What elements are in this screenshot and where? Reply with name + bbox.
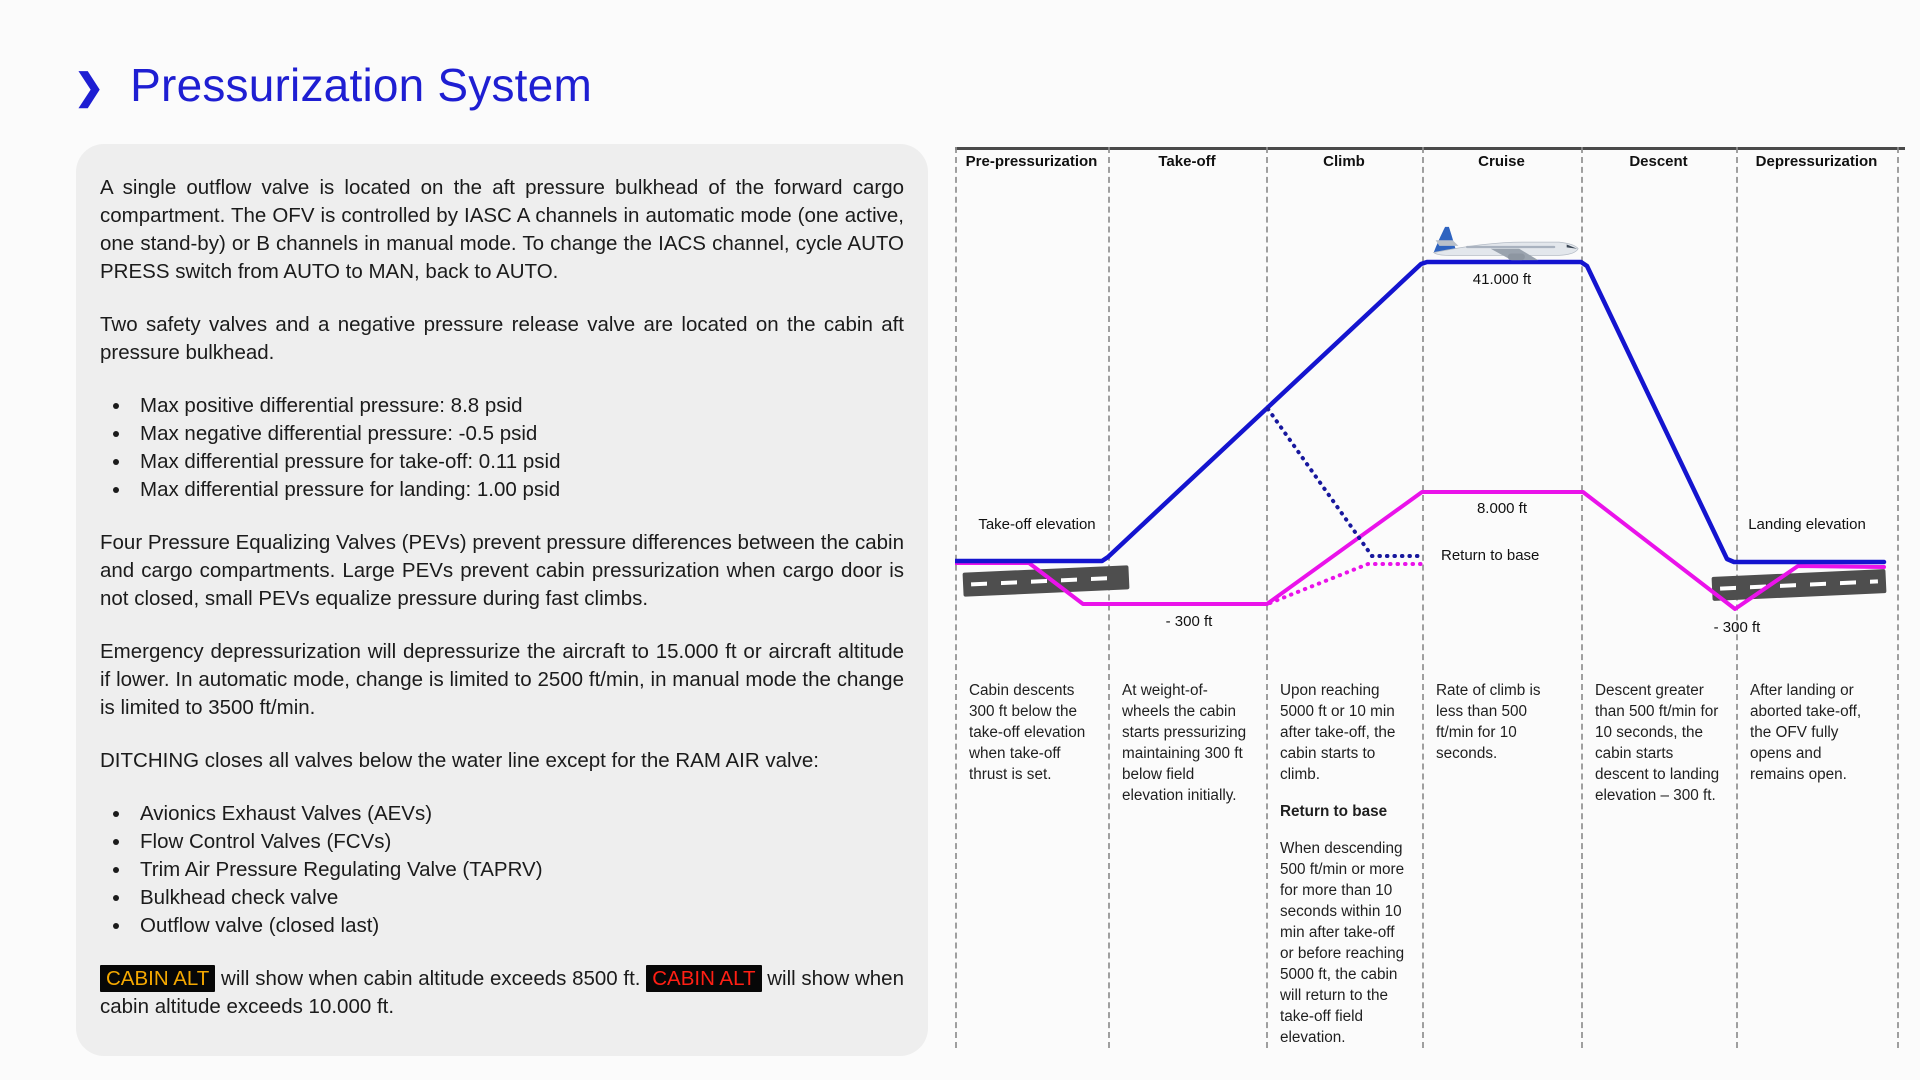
- phase-desc-text: At weight-of-wheels the cabin starts pressurizing maintaining 300 ft below field elevation initially.: [1122, 682, 1247, 804]
- phase-label-cruise: Cruise: [1478, 153, 1525, 170]
- altitude-curves: [955, 140, 1905, 1055]
- cabin-alt-red-badge: CABIN ALT: [646, 965, 761, 992]
- paragraph-ditching: DITCHING closes all valves below the water line except for the RAM AIR valve:: [100, 749, 819, 772]
- list-item: • Bulkhead check valve: [132, 884, 904, 912]
- phase-desc-text: After landing or aborted take-off, the OFV fully opens and remains open.: [1750, 682, 1862, 783]
- paragraph-outflow-valve: A single outflow valve is located on the aft pressure bulkhead of the forward cargo compartment. The OFV is controlled by IASC A channels in automatic mode (one active, one stand-by) or B channels in manual mode. To change the IACS channel, cycle AUTO PRESS switch from AUTO to MAN, back to AUTO.: [100, 176, 904, 283]
- list-item: • Flow Control Valves (FCVs): [132, 828, 904, 856]
- list-item: • Avionics Exhaust Valves (AEVs): [132, 800, 904, 828]
- page-header: [74, 58, 592, 112]
- phase-label-climb: Climb: [1323, 153, 1365, 170]
- return-to-base-aircraft-dotted-line: [1268, 409, 1424, 556]
- info-panel: [76, 144, 928, 1056]
- phase-desc-text: When descending 500 ft/min or more for more than 10 seconds within 10 min after take-off or before reaching 5000 ft, the cabin will return to the take-off field elevation.: [1280, 840, 1405, 1046]
- pressurization-profile-diagram: [955, 140, 1905, 1055]
- page-title: Pressurization System: [130, 59, 592, 111]
- phase-label-depressurization: Depressurization: [1755, 153, 1878, 170]
- list-item: • Trim Air Pressure Regulating Valve (TAPRV): [132, 856, 904, 884]
- phase-desc-text: Upon reaching 5000 ft or 10 min after take-off, the cabin starts to climb.: [1280, 682, 1396, 783]
- cabin-alt-amber-badge: CABIN ALT: [100, 965, 215, 992]
- phase-label-descent: Descent: [1629, 153, 1688, 170]
- paragraph-emergency-depressurization: Emergency depressurization will depressurize the aircraft to 15.000 ft or aircraft altitude if lower. In automatic mode, change is limited to 2500 ft/min, in manual mode the change is limited to 3500 ft/min.: [100, 640, 904, 719]
- paragraph-pev: Four Pressure Equalizing Valves (PEVs) prevent pressure differences between the cabin and cargo compartments. Large PEVs prevent cabin pressurization when cargo door is not closed, small PEVs equalize pressure during fast climbs.: [100, 531, 904, 610]
- phase-label-pre-pressurization: Pre-pressurization: [965, 153, 1098, 170]
- airplane-icon: [1428, 224, 1580, 264]
- landing-elevation-label: Landing elevation: [1748, 516, 1866, 533]
- minus-300ft-left-label: - 300 ft: [1165, 613, 1213, 630]
- takeoff-elevation-label: Take-off elevation: [978, 516, 1096, 533]
- list-item: • Max negative differential pressure: -0.5 psid: [132, 420, 904, 448]
- cabin-cruise-altitude-label: 8.000 ft: [1476, 500, 1528, 517]
- ditching-valves-list: [100, 800, 904, 940]
- phase-desc-text: Cabin descents 300 ft below the take-off elevation when take-off thrust is set.: [969, 682, 1086, 783]
- cruise-altitude-label: 41.000 ft: [1472, 271, 1532, 288]
- list-item: • Max differential pressure for take-off: 0.11 psid: [132, 448, 904, 476]
- minus-300ft-right-label: - 300 ft: [1713, 619, 1761, 636]
- phase-desc-text: Descent greater than 500 ft/min for 10 seconds, the cabin starts descent to landing elevation – 300 ft.: [1595, 682, 1720, 804]
- phase-label-take-off: Take-off: [1158, 153, 1216, 170]
- list-item: • Max differential pressure for landing: 1.00 psid: [132, 476, 904, 504]
- chevron-right-icon: ❯: [74, 66, 105, 107]
- cabin-alt-text-2: will show when cabin altitude exceeds 10.000 ft.: [100, 967, 904, 1018]
- return-to-base-label: Return to base: [1441, 547, 1540, 564]
- cabin-alt-text-1: will show when cabin altitude exceeds 8500 ft.: [215, 967, 647, 990]
- list-item: • Max positive differential pressure: 8.8 psid: [132, 392, 904, 420]
- return-to-base-subheading: Return to base: [1280, 803, 1388, 820]
- cabin-altitude-line: [955, 492, 1884, 609]
- list-item: • Outflow valve (closed last): [132, 912, 904, 940]
- pressure-limits-list: [100, 392, 904, 504]
- paragraph-safety-valves: Two safety valves and a negative pressure release valve are located on the cabin aft pressure bulkhead.: [100, 313, 904, 364]
- phase-desc-text: Rate of climb is less than 500 ft/min for 10 seconds.: [1436, 682, 1541, 762]
- paragraph-cabin-alt: [100, 965, 904, 1021]
